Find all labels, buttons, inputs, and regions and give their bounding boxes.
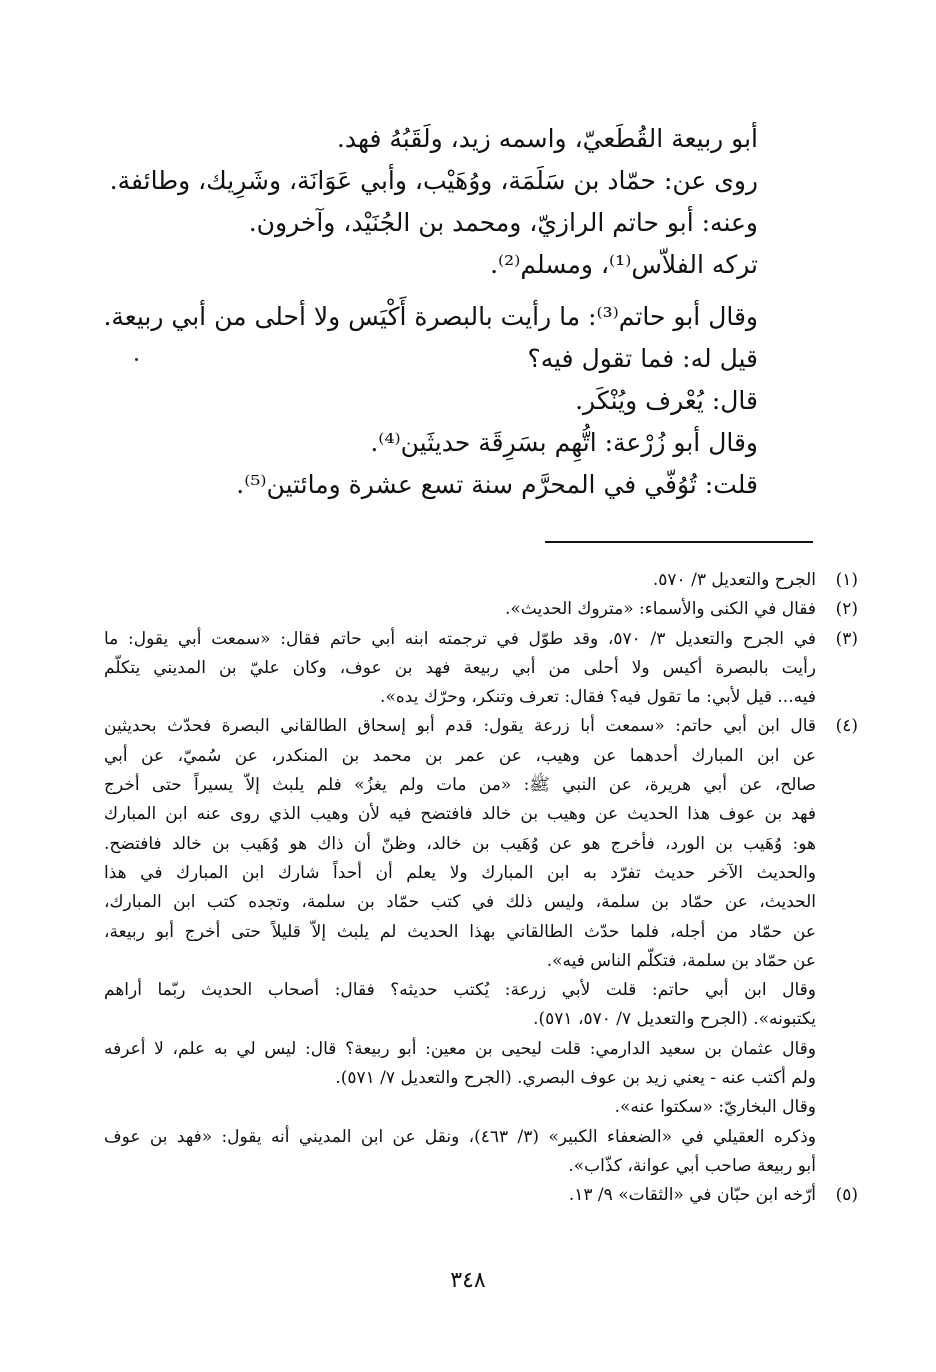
footnote-line: فهد بن عوف هذا الحديث عن وهيب بن خالد فافتضح فيه لأن وهيب الذي روى عنه ابن المبارك (104, 804, 816, 825)
stray-dot (135, 358, 138, 361)
footnote-line: الجرح والتعديل ٣/ ٥٧٠. (652, 570, 816, 590)
footnote-line: عن حمّاد بن سلمة، فتكلّم الناس فيه». (546, 950, 816, 971)
footnote-line: فقال في الكنى والأسماء: «متروك الحديث». (504, 599, 816, 620)
footnote-line: يكتبونه». (الجرح والتعديل ٧/ ٥٧٠، ٥٧١). (533, 1009, 816, 1030)
footnote-line: وقال ابن أبي حاتم: قلت لأبي زرعة: يُكتب حديثه؟ فقال: أصحاب الحديث ربّما أراهم (104, 980, 816, 1001)
footnote-5 (104, 1181, 858, 1210)
footnote-line: عن حمّاد من أجله، فلما حدّث الطالقاني بهذا الحديث لم يلبث إلاّ قليلاً حتى أخرج أبو ربيعة، (104, 921, 816, 942)
footnote-number: (١) (835, 570, 858, 590)
footnote-line: والحديث الآخر حديث تفرّد به ابن المبارك ولا يعلم أن أحداً شارك ابن المبارك في هذا (104, 862, 816, 883)
main-line: وقال أبو حاتم⁽³⁾: ما رأيت بالبصرة أَكْيَس ولا أحلى من أبي ربيعة. (103, 302, 758, 331)
footnote-line: ولم أكتب عنه - يعني زيد بن عوف البصري. (الجرح والتعديل ٧/ ٥٧١). (335, 1068, 816, 1089)
footnote-line: رأيت بالبصرة أكيس ولا أحلى من أبي ربيعة فهد بن عوف، وكان عليّ بن المديني يتكلّم (104, 657, 816, 678)
footnote-line: أرّخه ابن حبّان في «الثقات» ٩/ ١٣. (568, 1185, 816, 1206)
main-line: قلت: تُوُفّي في المحرَّم سنة تسع عشرة ومائتين⁽⁵⁾. (236, 470, 758, 499)
footnote-4 (104, 712, 858, 1181)
footnote-line: وقال عثمان بن سعيد الدارمي: قلت ليحيى بن معين: أبو ربيعة؟ قال: ليس لي به علم، لا أعرفه (104, 1038, 816, 1059)
footnote-1 (104, 566, 858, 595)
main-line: وقال أبو زُرْعة: اتُّهِم بسَرِقَة حديثَين⁽⁴⁾. (370, 428, 758, 457)
footnote-line: أبو ربيعة صاحب أبي عوانة، كذّاب». (568, 1155, 816, 1176)
main-line: أبو ربيعة القُطَعيّ، واسمه زيد، ولَقَبُهُ فهد. (336, 124, 758, 153)
main-line: قيل له: فما تقول فيه؟ (527, 344, 758, 373)
footnote-line: وذكره العقيلي في «الضعفاء الكبير» (٣/ ٤٦٣)، ونقل عن ابن المديني أنه يقول: «فهد بن عوف (104, 1126, 817, 1147)
footnote-line: في الجرح والتعديل ٣/ ٥٧٠، وقد طوّل في ترجمته ابنه أبي حاتم فقال: «سمعت أبي يقول: ما (104, 628, 816, 649)
footnote-line: وقال البخاريّ: «سكتوا عنه». (614, 1097, 816, 1118)
main-gap (158, 286, 758, 296)
footnote-line: صالح، عن أبي هريرة، عن النبي ﷺ: «من مات ولم يغزُ» فلم يلبث إلاّ يسيراً حتى أخرج (104, 775, 816, 796)
footnote-line: هو: وُهَيب بن الورد، فأخرج هو عن وُهَيب بن خالد، وظنّ أن ذاك هو وُهَيب بن خالد فافتضح. (104, 833, 816, 854)
footnote-separator (545, 541, 813, 543)
footnote-number: (٣) (835, 628, 858, 649)
main-line: روى عن: حمّاد بن سَلَمَة، ووُهَيْب، وأبي عَوَانَة، وشَرِيك، وطائفة. (109, 166, 758, 195)
footnote-line: فيه... قيل لأبي: ما تقول فيه؟ فقال: تعرف وتنكر، وحرّك يده». (380, 687, 816, 708)
footnotes (104, 566, 858, 1211)
footnote-line: عن ابن المبارك أحدهما عن وهيب، عن عمر بن محمد بن المنكدر، عن سُميّ، عن أبي (104, 745, 816, 766)
page-number: ٣٤٨ (450, 1268, 486, 1293)
footnote-number: (٥) (835, 1185, 858, 1206)
main-text (103, 118, 758, 506)
footnote-2 (104, 595, 858, 624)
footnote-line: الحديث، عن حمّاد بن سلمة، وليس ذلك في كتب حمّاد بن سلمة، وتجده كتب ابن المبارك، (104, 892, 816, 913)
footnote-3 (104, 625, 858, 713)
main-line: تركه الفلاّس⁽¹⁾، ومسلم⁽²⁾. (490, 250, 758, 279)
main-line: وعنه: أبو حاتم الرازيّ، ومحمد بن الجُنَيْد، وآخرون. (248, 208, 758, 237)
footnote-line: قال ابن أبي حاتم: «سمعت أبا زرعة يقول: قدم أبو إسحاق الطالقاني البصرة فحدّث بحديثين (104, 716, 816, 737)
footnote-number: (٤) (835, 716, 858, 737)
main-line: قال: يُعْرف ويُنْكَر. (575, 386, 758, 415)
footnote-number: (٢) (835, 599, 858, 620)
